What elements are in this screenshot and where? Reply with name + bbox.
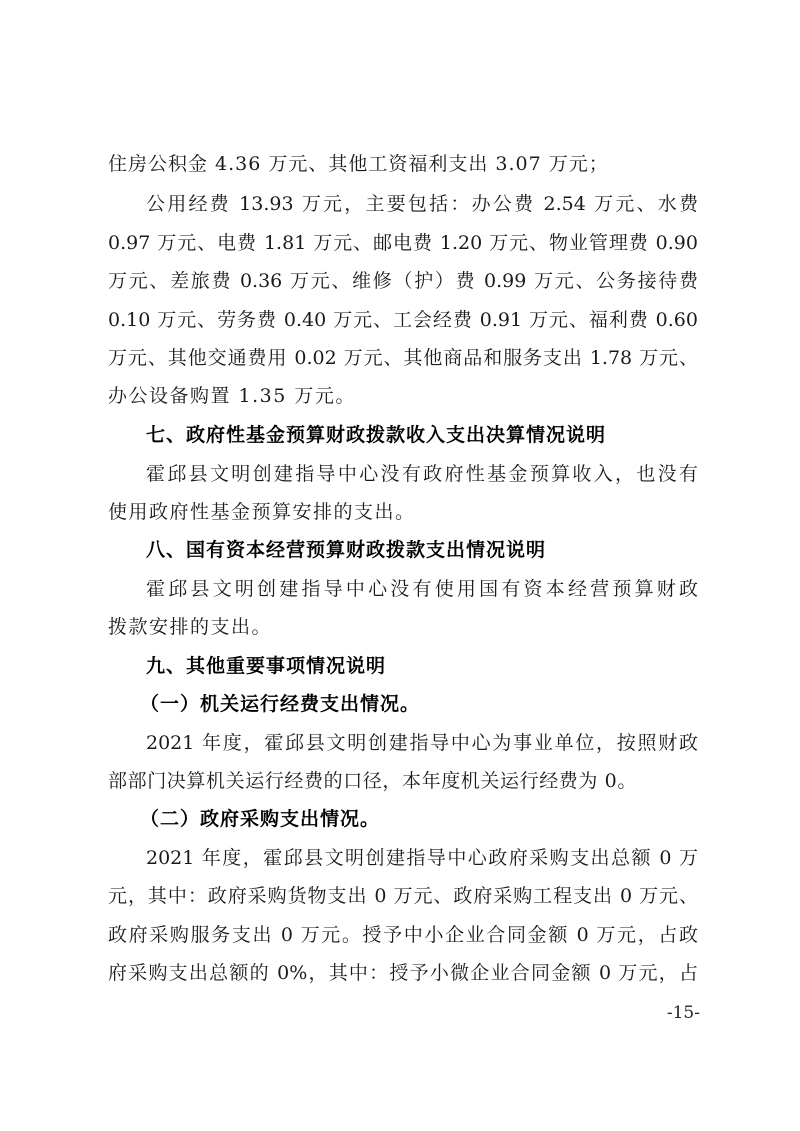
text-line: 办公设备购置 1.35 万元。 xyxy=(108,385,356,407)
text-line: 部部门决算机关运行经费的口径，本年度机关运行经费为 0。 xyxy=(108,770,637,792)
section-heading-8: 八、国有资本经营预算财政拨款支出情况说明 xyxy=(146,539,547,561)
text-line: 住房公积金 4.36 万元、其他工资福利支出 3.07 万元； xyxy=(108,153,609,175)
text-line: 霍邱县文明创建指导中心没有使用国有资本经营预算财政 xyxy=(146,578,698,600)
text-line: 府采购支出总额的 0%，其中：授予小微企业合同金额 0 万元，占 xyxy=(108,962,698,984)
text-line: 0.10 万元、劳务费 0.40 万元、工会经费 0.91 万元、福利费 0.60 xyxy=(108,309,698,331)
page-number: -15- xyxy=(666,1003,700,1023)
section-heading-7: 七、政府性基金预算财政拨款收入支出决算情况说明 xyxy=(146,424,607,446)
text-line: 2021 年度，霍邱县文明创建指导中心政府采购支出总额 0 万 xyxy=(146,847,698,869)
text-line: 元，其中：政府采购货物支出 0 万元、政府采购工程支出 0 万元、 xyxy=(108,885,698,907)
text-line: 0.97 万元、电费 1.81 万元、邮电费 1.20 万元、物业管理费 0.90 xyxy=(108,232,698,254)
text-line: 霍邱县文明创建指导中心没有政府性基金预算收入，也没有 xyxy=(146,463,698,485)
text-line: 万元、其他交通费用 0.02 万元、其他商品和服务支出 1.78 万元、 xyxy=(108,347,698,369)
text-line: 万元、差旅费 0.36 万元、维修（护）费 0.99 万元、公务接待费 xyxy=(108,270,698,292)
subsection-heading-2: （二）政府采购支出情况。 xyxy=(140,808,381,830)
section-heading-9: 九、其他重要事项情况说明 xyxy=(146,655,387,677)
text-line: 使用政府性基金预算安排的支出。 xyxy=(108,501,416,523)
text-line: 2021 年度，霍邱县文明创建指导中心为事业单位，按照财政 xyxy=(146,732,698,754)
text-line: 政府采购服务支出 0 万元。授予中小企业合同金额 0 万元，占政 xyxy=(108,924,698,946)
text-line: 拨款安排的支出。 xyxy=(108,616,273,638)
subsection-heading-1: （一）机关运行经费支出情况。 xyxy=(140,693,421,715)
text-line: 公用经费 13.93 万元，主要包括：办公费 2.54 万元、水费 xyxy=(146,193,698,215)
